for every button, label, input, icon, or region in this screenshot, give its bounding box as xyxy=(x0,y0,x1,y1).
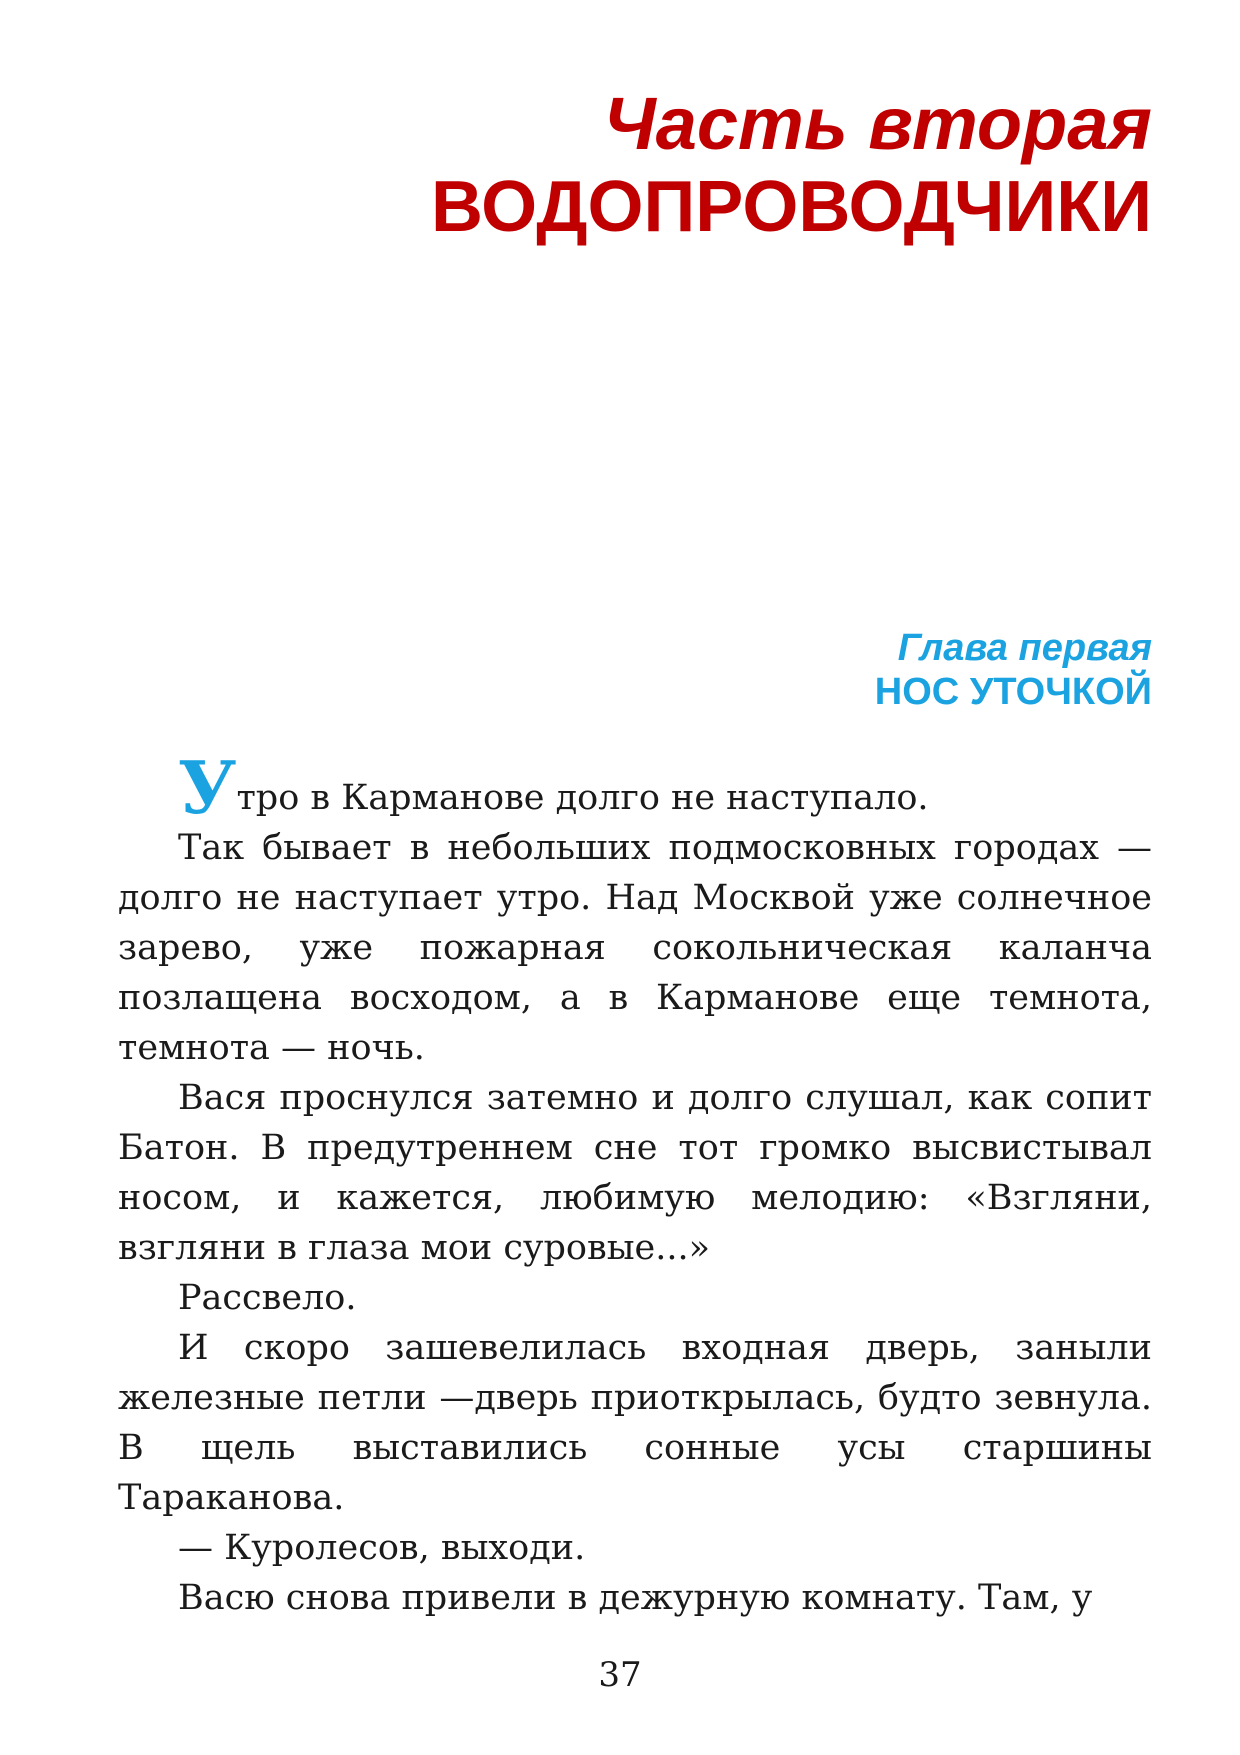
paragraph-1 xyxy=(118,745,1152,830)
part-heading xyxy=(118,82,1152,248)
body-text xyxy=(118,745,1152,1623)
drop-cap: У xyxy=(178,745,237,830)
page-number: 37 xyxy=(598,1655,642,1695)
paragraph-6: — Куролесов, выходи. xyxy=(178,1528,586,1568)
part-title: ВОДОПРОВОДЧИКИ xyxy=(430,167,1152,247)
paragraph-4: Рассвело. xyxy=(178,1278,357,1318)
paragraph-3: Вася проснулся затемно и долго слушал, как сопит Батон. В предутреннем сне тот громко высвистывал носом, и кажется, любимую мелодию: «Взгляни, взгляни в глаза мои суровые...» xyxy=(118,1078,1152,1268)
chapter-label: Глава первая xyxy=(897,627,1152,669)
paragraph-2: Так бывает в небольших подмосковных городах — долго не наступает утро. Над Москвой уже солнечное зарево, уже пожарная сокольническая каланча позлащена восходом, а в Карманове еще темнота, темнота — ночь. xyxy=(118,828,1152,1068)
paragraph-1-text: тро в Карманове долго не наступало. xyxy=(236,778,929,818)
chapter-heading xyxy=(118,626,1152,714)
paragraph-5: И скоро зашевелилась входная дверь, заныли железные петли —дверь приоткрылась, будто зевнула. В щель выставились сонные усы старшины Тараканова. xyxy=(118,1328,1152,1518)
paragraph-7: Васю снова привели в дежурную комнату. Там, у xyxy=(178,1578,1093,1618)
part-label: Часть вторая xyxy=(603,82,1152,165)
chapter-title: НОС УТОЧКОЙ xyxy=(874,671,1152,713)
